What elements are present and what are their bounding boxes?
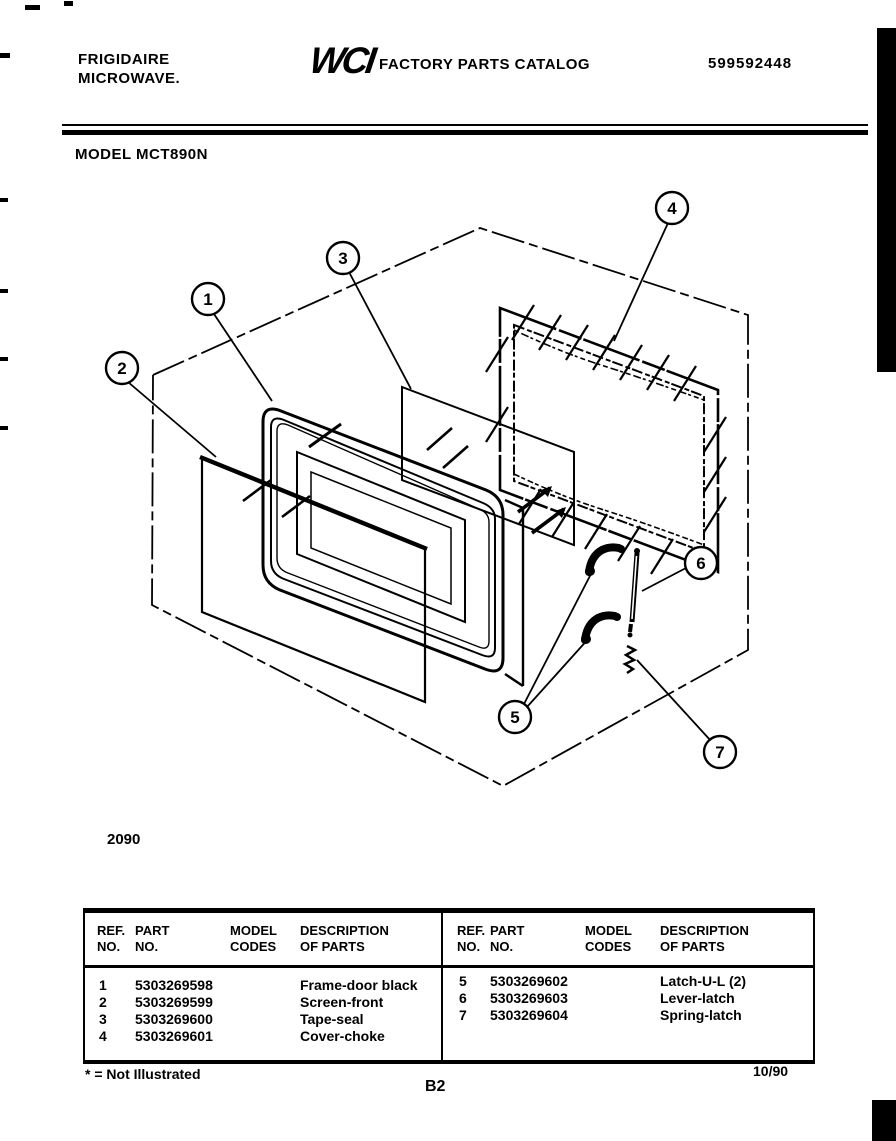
part-door-frame bbox=[263, 409, 566, 686]
table-row: 5303269602 bbox=[490, 973, 568, 989]
scan-artifact-tick bbox=[0, 53, 10, 58]
callout-5-label: 5 bbox=[510, 708, 520, 727]
table-divider bbox=[441, 913, 443, 1060]
document-number: 599592448 bbox=[708, 55, 793, 72]
table-row: 3 bbox=[99, 1011, 107, 1027]
scan-artifact-tick bbox=[0, 198, 8, 202]
right-part-col bbox=[490, 973, 568, 1024]
callout-7-label: 7 bbox=[715, 743, 725, 762]
table-row: Tape-seal bbox=[300, 1011, 364, 1027]
table-row: Spring-latch bbox=[660, 1007, 742, 1023]
table-row: 5303269600 bbox=[135, 1011, 213, 1027]
col-header-part: PART NO. bbox=[135, 923, 170, 954]
scan-artifact-corner-blob bbox=[872, 1100, 896, 1141]
model-line: MODEL MCT890N bbox=[75, 146, 208, 163]
callout-1 bbox=[192, 283, 224, 315]
table-row: 7 bbox=[459, 1007, 467, 1023]
scan-artifact-right-bar bbox=[877, 28, 896, 372]
isometric-box bbox=[152, 228, 748, 786]
table-row: 5303269604 bbox=[490, 1007, 568, 1023]
table-row: 1 bbox=[99, 977, 107, 993]
callout-1-label: 1 bbox=[203, 290, 213, 309]
table-row: 5303269601 bbox=[135, 1028, 213, 1044]
col-header-desc-r: DESCRIPTION OF PARTS bbox=[660, 923, 749, 954]
callout-2-label: 2 bbox=[117, 359, 127, 378]
table-row: Cover-choke bbox=[300, 1028, 385, 1044]
part-spring-latch bbox=[625, 646, 635, 673]
table-row: 2 bbox=[99, 994, 107, 1010]
col-header-ref-r: REF. NO. bbox=[457, 923, 486, 954]
table-row: 4 bbox=[99, 1028, 107, 1044]
part-screen-front bbox=[200, 457, 427, 702]
table-row: 5303269603 bbox=[490, 990, 568, 1006]
callout-6-label: 6 bbox=[696, 554, 706, 573]
parts-table bbox=[83, 908, 815, 1064]
left-ref-col bbox=[99, 977, 107, 1045]
wci-logo: WCI bbox=[307, 40, 376, 81]
table-row: 5303269599 bbox=[135, 994, 213, 1010]
scan-artifact-tick bbox=[0, 289, 8, 293]
figure-number: 2090 bbox=[107, 831, 141, 848]
col-header-part-r: PART NO. bbox=[490, 923, 525, 954]
scan-artifact-tick bbox=[0, 426, 8, 430]
left-part-col bbox=[135, 977, 213, 1045]
part-lever-latch bbox=[628, 548, 641, 638]
table-row: Frame-door black bbox=[300, 977, 418, 993]
callout-3-label: 3 bbox=[338, 249, 348, 268]
callout-6 bbox=[685, 547, 717, 579]
callout-4 bbox=[656, 192, 688, 224]
col-header-model: MODEL CODES bbox=[230, 923, 277, 954]
col-header-ref: REF. NO. bbox=[97, 923, 126, 954]
table-row: Lever-latch bbox=[660, 990, 735, 1006]
callouts bbox=[106, 192, 736, 768]
table-row: 5303269598 bbox=[135, 977, 213, 993]
callout-5 bbox=[499, 701, 531, 733]
col-header-model-r: MODEL CODES bbox=[585, 923, 632, 954]
table-row: Latch-U-L (2) bbox=[660, 973, 747, 989]
table-row: Screen-front bbox=[300, 994, 384, 1010]
right-desc-col bbox=[660, 973, 746, 1024]
callout-2 bbox=[106, 352, 138, 384]
not-illustrated-note: * = Not Illustrated bbox=[85, 1066, 201, 1082]
right-ref-col bbox=[459, 973, 467, 1024]
col-header-desc: DESCRIPTION OF PARTS bbox=[300, 923, 389, 954]
scan-artifact-mark bbox=[64, 1, 73, 6]
brand-line1: FRIGIDAIRE bbox=[78, 51, 170, 68]
brand-line2: MICROWAVE. bbox=[78, 70, 181, 87]
callout-7 bbox=[704, 736, 736, 768]
table-row: 6 bbox=[459, 990, 467, 1006]
table-header-rule bbox=[85, 965, 813, 968]
callout-3 bbox=[327, 242, 359, 274]
scan-artifact-mark bbox=[25, 5, 40, 10]
page-number: B2 bbox=[425, 1078, 446, 1095]
scan-artifact-tick bbox=[0, 357, 8, 361]
callout-4-label: 4 bbox=[667, 199, 677, 218]
table-row: 5 bbox=[459, 973, 467, 989]
catalog-title: FACTORY PARTS CATALOG bbox=[379, 56, 591, 73]
left-desc-col bbox=[300, 977, 417, 1045]
revision-date: 10/90 bbox=[753, 1063, 789, 1079]
